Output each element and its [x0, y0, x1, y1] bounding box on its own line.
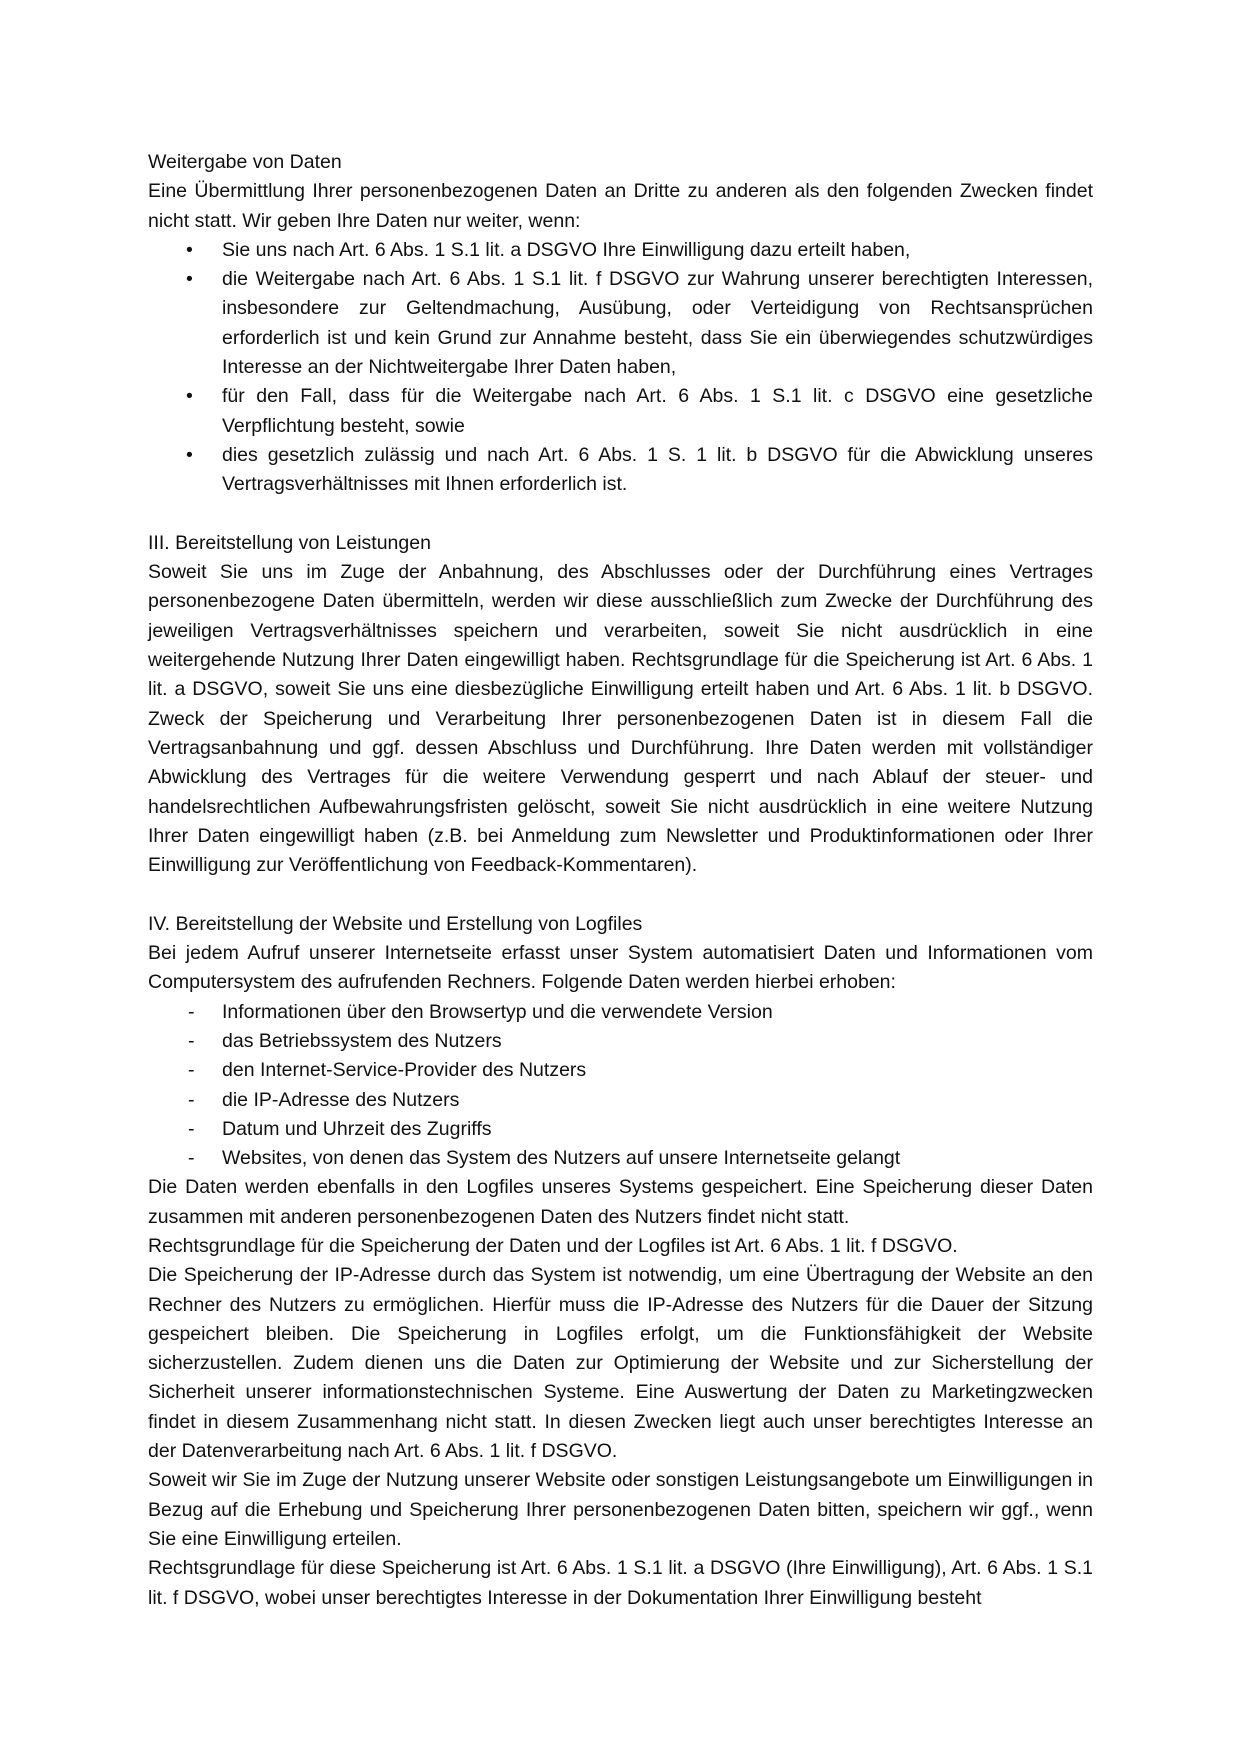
paragraph: Bei jedem Aufruf unserer Internetseite erfasst unser System automatisiert Daten und Informationen vom Computersystem des aufrufenden Rechners. Folgende Daten werden hierbei erhoben:	[148, 942, 1093, 994]
section-services	[148, 529, 1093, 881]
dash-list	[148, 998, 1093, 1174]
spacer	[148, 880, 1093, 909]
section-heading: IV. Bereitstellung der Website und Erstellung von Logfiles	[148, 912, 643, 935]
section-website-logfiles	[148, 910, 1093, 1613]
list-item: - Informationen über den Browsertyp und die verwendete Version	[148, 998, 1093, 1027]
list-item: • dies gesetzlich zulässig und nach Art. 6 Abs. 1 S. 1 lit. b DSGVO für die Abwicklung unseres Vertragsverhältnisses mit Ihnen erforderlich ist.	[148, 441, 1093, 500]
bullet-list	[148, 236, 1093, 500]
paragraph: Die Daten werden ebenfalls in den Logfiles unseres Systems gespeichert. Eine Speicherung dieser Daten zusammen mit anderen personenbezogenen Daten des Nutzers findet nicht statt.	[148, 1176, 1093, 1228]
spacer	[148, 500, 1093, 529]
list-item: • für den Fall, dass für die Weitergabe nach Art. 6 Abs. 1 S.1 lit. c DSGVO eine gesetzliche Verpflichtung besteht, sowie	[148, 382, 1093, 441]
list-item: - Datum und Uhrzeit des Zugriffs	[148, 1115, 1093, 1144]
list-item: - das Betriebssystem des Nutzers	[148, 1027, 1093, 1056]
paragraph: Rechtsgrundlage für die Speicherung der Daten und der Logfiles ist Art. 6 Abs. 1 lit. f DSGVO.	[148, 1234, 958, 1257]
paragraph: Rechtsgrundlage für diese Speicherung ist Art. 6 Abs. 1 S.1 lit. a DSGVO (Ihre Einwilligung), Art. 6 Abs. 1 S.1 lit. f DSGVO, wobei unser berechtigtes Interesse in der Dokumentation Ihrer Einwilligung besteht	[148, 1557, 1093, 1609]
section-heading: Weitergabe von Daten	[148, 151, 342, 173]
list-item: • Sie uns nach Art. 6 Abs. 1 S.1 lit. a DSGVO Ihre Einwilligung dazu erteilt haben,	[148, 236, 1093, 265]
paragraph: Soweit wir Sie im Zuge der Nutzung unserer Website oder sonstigen Leistungsangebote um Einwilligungen in Bezug auf die Erhebung und Speicherung Ihrer personenbezogenen Daten bitten, speichern wir ggf., wenn Sie eine Einwilligung erteilen.	[148, 1469, 1093, 1550]
document-page	[148, 148, 1093, 1613]
section-heading: III. Bereitstellung von Leistungen	[148, 531, 431, 554]
list-item: • die Weitergabe nach Art. 6 Abs. 1 S.1 lit. f DSGVO zur Wahrung unserer berechtigten Interessen, insbesondere zur Geltendmachung, Ausübung, oder Verteidigung von Rechtsansprüchen erforderlich ist und kein Grund zur Annahme besteht, dass Sie ein überwiegendes schutzwürdiges Interesse an der Nichtweitergabe Ihrer Daten haben,	[148, 265, 1093, 382]
list-item: - den Internet-Service-Provider des Nutzers	[148, 1056, 1093, 1085]
list-item: - die IP-Adresse des Nutzers	[148, 1086, 1093, 1115]
paragraph: Eine Übermittlung Ihrer personenbezogenen Daten an Dritte zu anderen als den folgenden Zwecken findet nicht statt. Wir geben Ihre Daten nur weiter, wenn:	[148, 180, 1093, 232]
paragraph: Die Speicherung der IP-Adresse durch das System ist notwendig, um eine Übertragung der Website an den Rechner des Nutzers zu ermöglichen. Hierfür muss die IP-Adresse des Nutzers für die Dauer der Sitzung gespeichert bleiben. Die Speicherung in Logfiles erfolgt, um die Funktionsfähigkeit der Website sicherzustellen. Zudem dienen uns die Daten zur Optimierung der Website und zur Sicherstellung der Sicherheit unserer informationstechnischen Systeme. Eine Auswertung der Daten zu Marketingzwecken findet in diesem Zusammenhang nicht statt. In diesen Zwecken liegt auch unser berechtigtes Interesse an der Datenverarbeitung nach Art. 6 Abs. 1 lit. f DSGVO.	[148, 1264, 1093, 1463]
list-item: - Websites, von denen das System des Nutzers auf unsere Internetseite gelangt	[148, 1144, 1093, 1173]
paragraph: Soweit Sie uns im Zuge der Anbahnung, des Abschlusses oder der Durchführung eines Vertrages personenbezogene Daten übermitteln, werden wir diese ausschließlich zum Zwecke der Durchführung des jeweiligen Vertragsverhältnisses speichern und verarbeiten, soweit Sie nicht ausdrücklich in eine weitergehende Nutzung Ihrer Daten eingewilligt haben. Rechtsgrundlage für die Speicherung ist Art. 6 Abs. 1 lit. a DSGVO, soweit Sie uns eine diesbezügliche Einwilligung erteilt haben und Art. 6 Abs. 1 lit. b DSGVO. Zweck der Speicherung und Verarbeitung Ihrer personenbezogenen Daten ist in diesem Fall die Vertragsanbahnung und ggf. dessen Abschluss und Durchführung. Ihre Daten werden mit vollständiger Abwicklung des Vertrages für die weitere Verwendung gesperrt und nach Ablauf der steuer- und handelsrechtlichen Aufbewahrungsfristen gelöscht, soweit Sie nicht ausdrücklich in eine weitere Nutzung Ihrer Daten eingewilligt haben (z.B. bei Anmeldung zum Newsletter und Produktinformationen oder Ihrer Einwilligung zur Veröffentlichung von Feedback-Kommentaren).	[148, 561, 1093, 877]
section-data-transfer	[148, 148, 1093, 500]
